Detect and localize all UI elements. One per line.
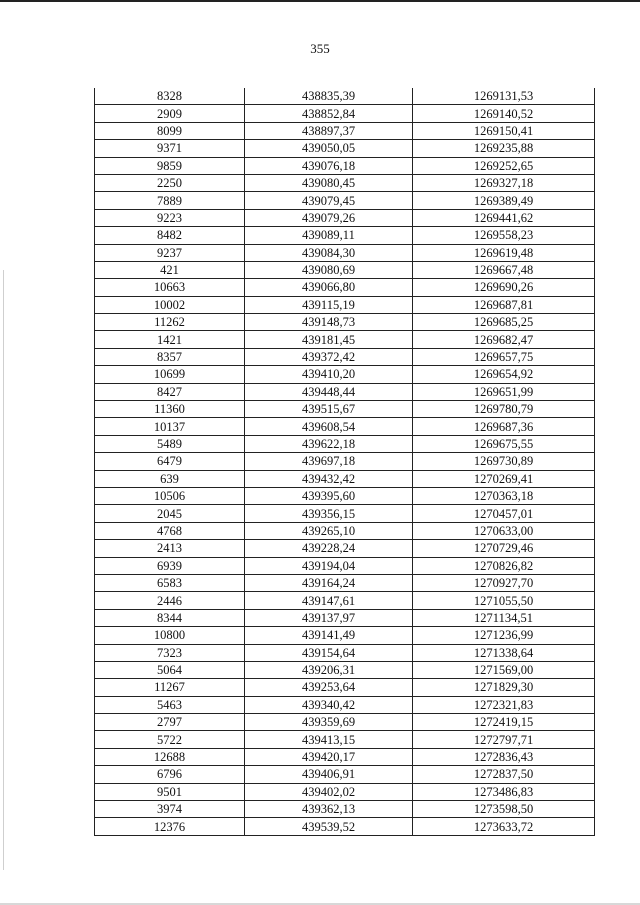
point-number-cell: 8427: [95, 383, 245, 400]
y-coordinate-cell: 1272837,50: [413, 766, 595, 783]
point-number-cell: 421: [95, 261, 245, 278]
table-row: [95, 487, 595, 504]
point-number-cell: 10137: [95, 418, 245, 435]
point-number-cell: 9501: [95, 783, 245, 800]
point-number-cell: 9237: [95, 244, 245, 261]
scan-edge-left: [3, 270, 4, 870]
x-coordinate-cell: 439164,24: [245, 574, 413, 591]
point-number-cell: 10699: [95, 366, 245, 383]
y-coordinate-cell: 1269619,48: [413, 244, 595, 261]
table-row: [95, 540, 595, 557]
x-coordinate-cell: 438897,37: [245, 122, 413, 139]
table-row: [95, 88, 595, 105]
x-coordinate-cell: 439079,26: [245, 209, 413, 226]
point-number-cell: 5064: [95, 661, 245, 678]
table-row: [95, 174, 595, 191]
point-number-cell: 11262: [95, 314, 245, 331]
y-coordinate-cell: 1269687,81: [413, 296, 595, 313]
x-coordinate-cell: 439265,10: [245, 522, 413, 539]
table-row: [95, 505, 595, 522]
x-coordinate-cell: 439622,18: [245, 435, 413, 452]
y-coordinate-cell: 1269389,49: [413, 192, 595, 209]
coordinates-table-container: [94, 88, 594, 836]
table-row: [95, 783, 595, 800]
y-coordinate-cell: 1271829,30: [413, 679, 595, 696]
y-coordinate-cell: 1271236,99: [413, 627, 595, 644]
table-row: [95, 192, 595, 209]
table-row: [95, 731, 595, 748]
table-row: [95, 679, 595, 696]
x-coordinate-cell: 439406,91: [245, 766, 413, 783]
table-row: [95, 383, 595, 400]
table-row: [95, 661, 595, 678]
x-coordinate-cell: 439608,54: [245, 418, 413, 435]
y-coordinate-cell: 1270633,00: [413, 522, 595, 539]
point-number-cell: 2045: [95, 505, 245, 522]
y-coordinate-cell: 1270826,82: [413, 557, 595, 574]
x-coordinate-cell: 439340,42: [245, 696, 413, 713]
point-number-cell: 10506: [95, 487, 245, 504]
point-number-cell: 8482: [95, 227, 245, 244]
x-coordinate-cell: 439050,05: [245, 140, 413, 157]
y-coordinate-cell: 1269730,89: [413, 453, 595, 470]
point-number-cell: 10800: [95, 627, 245, 644]
point-number-cell: 6583: [95, 574, 245, 591]
point-number-cell: 3974: [95, 801, 245, 818]
table-row: [95, 157, 595, 174]
table-row: [95, 592, 595, 609]
table-row: [95, 122, 595, 139]
x-coordinate-cell: 439181,45: [245, 331, 413, 348]
point-number-cell: 5722: [95, 731, 245, 748]
x-coordinate-cell: 439539,52: [245, 818, 413, 835]
x-coordinate-cell: 438852,84: [245, 105, 413, 122]
table-row: [95, 557, 595, 574]
y-coordinate-cell: 1272797,71: [413, 731, 595, 748]
table-row: [95, 279, 595, 296]
y-coordinate-cell: 1269235,88: [413, 140, 595, 157]
y-coordinate-cell: 1269667,48: [413, 261, 595, 278]
table-row: [95, 627, 595, 644]
y-coordinate-cell: 1269441,62: [413, 209, 595, 226]
table-row: [95, 227, 595, 244]
point-number-cell: 8099: [95, 122, 245, 139]
x-coordinate-cell: 439080,45: [245, 174, 413, 191]
y-coordinate-cell: 1269690,26: [413, 279, 595, 296]
point-number-cell: 6939: [95, 557, 245, 574]
y-coordinate-cell: 1269327,18: [413, 174, 595, 191]
y-coordinate-cell: 1269150,41: [413, 122, 595, 139]
table-row: [95, 801, 595, 818]
top-border-line: [0, 0, 640, 2]
x-coordinate-cell: 439089,11: [245, 227, 413, 244]
x-coordinate-cell: 439154,64: [245, 644, 413, 661]
y-coordinate-cell: 1269780,79: [413, 401, 595, 418]
x-coordinate-cell: 439228,24: [245, 540, 413, 557]
y-coordinate-cell: 1272321,83: [413, 696, 595, 713]
x-coordinate-cell: 439410,20: [245, 366, 413, 383]
point-number-cell: 4768: [95, 522, 245, 539]
table-row: [95, 209, 595, 226]
y-coordinate-cell: 1269657,75: [413, 348, 595, 365]
point-number-cell: 11360: [95, 401, 245, 418]
table-row: [95, 296, 595, 313]
point-number-cell: 639: [95, 470, 245, 487]
table-row: [95, 453, 595, 470]
table-row: [95, 418, 595, 435]
x-coordinate-cell: 439253,64: [245, 679, 413, 696]
point-number-cell: 2446: [95, 592, 245, 609]
table-row: [95, 366, 595, 383]
point-number-cell: 7889: [95, 192, 245, 209]
x-coordinate-cell: 439079,45: [245, 192, 413, 209]
y-coordinate-cell: 1273633,72: [413, 818, 595, 835]
point-number-cell: 7323: [95, 644, 245, 661]
y-coordinate-cell: 1270363,18: [413, 487, 595, 504]
x-coordinate-cell: 439515,67: [245, 401, 413, 418]
table-row: [95, 644, 595, 661]
y-coordinate-cell: 1272419,15: [413, 714, 595, 731]
coordinates-table: [94, 88, 595, 836]
x-coordinate-cell: 439206,31: [245, 661, 413, 678]
point-number-cell: 9223: [95, 209, 245, 226]
point-number-cell: 9859: [95, 157, 245, 174]
point-number-cell: 10663: [95, 279, 245, 296]
x-coordinate-cell: 438835,39: [245, 88, 413, 105]
y-coordinate-cell: 1270269,41: [413, 470, 595, 487]
table-row: [95, 609, 595, 626]
y-coordinate-cell: 1269675,55: [413, 435, 595, 452]
y-coordinate-cell: 1271055,50: [413, 592, 595, 609]
x-coordinate-cell: 439115,19: [245, 296, 413, 313]
point-number-cell: 8357: [95, 348, 245, 365]
point-number-cell: 6479: [95, 453, 245, 470]
point-number-cell: 5489: [95, 435, 245, 452]
table-row: [95, 696, 595, 713]
table-row: [95, 140, 595, 157]
x-coordinate-cell: 439362,13: [245, 801, 413, 818]
y-coordinate-cell: 1271134,51: [413, 609, 595, 626]
x-coordinate-cell: 439148,73: [245, 314, 413, 331]
x-coordinate-cell: 439395,60: [245, 487, 413, 504]
y-coordinate-cell: 1271338,64: [413, 644, 595, 661]
y-coordinate-cell: 1272836,43: [413, 748, 595, 765]
y-coordinate-cell: 1269687,36: [413, 418, 595, 435]
table-row: [95, 261, 595, 278]
x-coordinate-cell: 439080,69: [245, 261, 413, 278]
y-coordinate-cell: 1269685,25: [413, 314, 595, 331]
table-row: [95, 105, 595, 122]
y-coordinate-cell: 1269654,92: [413, 366, 595, 383]
x-coordinate-cell: 439402,02: [245, 783, 413, 800]
point-number-cell: 10002: [95, 296, 245, 313]
x-coordinate-cell: 439359,69: [245, 714, 413, 731]
y-coordinate-cell: 1269252,65: [413, 157, 595, 174]
y-coordinate-cell: 1269140,52: [413, 105, 595, 122]
point-number-cell: 2413: [95, 540, 245, 557]
x-coordinate-cell: 439356,15: [245, 505, 413, 522]
x-coordinate-cell: 439141,49: [245, 627, 413, 644]
x-coordinate-cell: 439448,44: [245, 383, 413, 400]
y-coordinate-cell: 1269558,23: [413, 227, 595, 244]
table-row: [95, 331, 595, 348]
page-number: 355: [310, 41, 330, 56]
y-coordinate-cell: 1270927,70: [413, 574, 595, 591]
point-number-cell: 9371: [95, 140, 245, 157]
table-row: [95, 470, 595, 487]
table-row: [95, 766, 595, 783]
point-number-cell: 1421: [95, 331, 245, 348]
y-coordinate-cell: 1273486,83: [413, 783, 595, 800]
point-number-cell: 12688: [95, 748, 245, 765]
y-coordinate-cell: 1271569,00: [413, 661, 595, 678]
x-coordinate-cell: 439137,97: [245, 609, 413, 626]
point-number-cell: 6796: [95, 766, 245, 783]
y-coordinate-cell: 1273598,50: [413, 801, 595, 818]
x-coordinate-cell: 439432,42: [245, 470, 413, 487]
x-coordinate-cell: 439147,61: [245, 592, 413, 609]
point-number-cell: 11267: [95, 679, 245, 696]
table-row: [95, 348, 595, 365]
coordinates-table-body: [95, 88, 595, 835]
point-number-cell: 2250: [95, 174, 245, 191]
table-row: [95, 748, 595, 765]
x-coordinate-cell: 439076,18: [245, 157, 413, 174]
x-coordinate-cell: 439066,80: [245, 279, 413, 296]
table-row: [95, 522, 595, 539]
y-coordinate-cell: 1269651,99: [413, 383, 595, 400]
point-number-cell: 12376: [95, 818, 245, 835]
x-coordinate-cell: 439372,42: [245, 348, 413, 365]
y-coordinate-cell: 1269131,53: [413, 88, 595, 105]
point-number-cell: 2797: [95, 714, 245, 731]
point-number-cell: 8328: [95, 88, 245, 105]
x-coordinate-cell: 439697,18: [245, 453, 413, 470]
x-coordinate-cell: 439084,30: [245, 244, 413, 261]
point-number-cell: 2909: [95, 105, 245, 122]
table-row: [95, 244, 595, 261]
table-row: [95, 314, 595, 331]
table-row: [95, 714, 595, 731]
x-coordinate-cell: 439194,04: [245, 557, 413, 574]
table-row: [95, 435, 595, 452]
y-coordinate-cell: 1270457,01: [413, 505, 595, 522]
y-coordinate-cell: 1269682,47: [413, 331, 595, 348]
table-row: [95, 401, 595, 418]
table-row: [95, 574, 595, 591]
y-coordinate-cell: 1270729,46: [413, 540, 595, 557]
point-number-cell: 8344: [95, 609, 245, 626]
x-coordinate-cell: 439420,17: [245, 748, 413, 765]
x-coordinate-cell: 439413,15: [245, 731, 413, 748]
table-row: [95, 818, 595, 835]
point-number-cell: 5463: [95, 696, 245, 713]
